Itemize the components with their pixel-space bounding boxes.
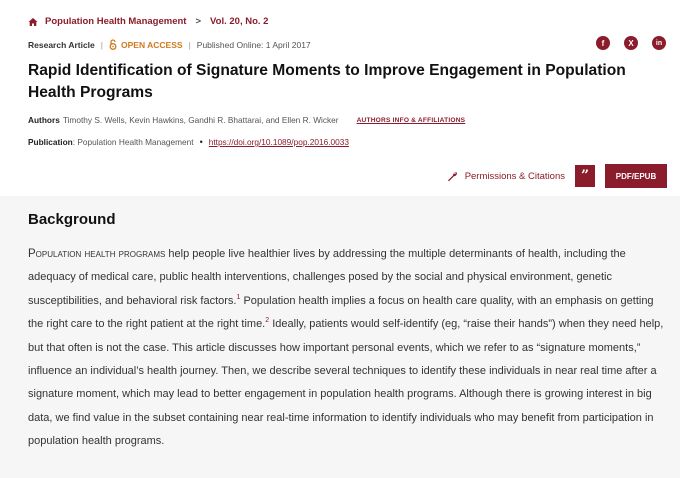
permissions-label: Permissions & Citations bbox=[464, 170, 565, 182]
reference-link[interactable]: 1 bbox=[236, 293, 241, 301]
affiliations-link[interactable]: AUTHORS INFO & AFFILIATIONS bbox=[356, 116, 466, 124]
open-lock-icon bbox=[109, 39, 117, 50]
article-meta bbox=[28, 39, 311, 50]
breadcrumb-issue-link[interactable]: Vol. 20, No. 2 bbox=[210, 16, 269, 27]
background-paragraph bbox=[28, 243, 668, 454]
breadcrumb-separator: > bbox=[195, 16, 202, 27]
reference-link[interactable]: 2 bbox=[265, 317, 270, 325]
article-body bbox=[0, 196, 680, 478]
paragraph-text: help people live healthier lives by addressing the multiple determinants of health, including the adequacy of medical care, public health interventions, challenges posed by the social and physical environment, genetic susceptibilities, and behavioral risk factors. bbox=[28, 248, 626, 307]
doi-link[interactable]: https://doi.org/10.1089/pop.2016.0033 bbox=[208, 137, 349, 147]
meta-divider: | bbox=[100, 39, 103, 50]
social-share bbox=[596, 36, 666, 50]
authors-line bbox=[28, 115, 465, 125]
open-access-badge bbox=[109, 39, 183, 50]
wrench-icon bbox=[447, 171, 458, 182]
facebook-icon[interactable]: f bbox=[596, 36, 610, 50]
article-title: Rapid Identification of Signature Moments to Improve Engagement in Population Health Programs bbox=[28, 62, 626, 101]
x-icon[interactable]: X bbox=[624, 36, 638, 50]
section-heading: Background bbox=[28, 211, 116, 228]
author-list[interactable]: Timothy S. Wells, Kevin Hawkins, Gandhi R. Bhattarai, and Ellen R. Wicker bbox=[62, 115, 339, 125]
article-actions bbox=[447, 164, 667, 188]
breadcrumb-journal-link[interactable]: Population Health Management bbox=[45, 16, 187, 27]
cite-button[interactable]: ” bbox=[575, 165, 595, 187]
home-icon[interactable] bbox=[28, 17, 38, 27]
published-date: Published Online: 1 April 2017 bbox=[196, 39, 311, 50]
breadcrumb bbox=[28, 16, 268, 27]
bullet-separator: • bbox=[199, 137, 203, 147]
article-header bbox=[0, 0, 680, 196]
permissions-link[interactable] bbox=[447, 171, 565, 182]
lead-in-text: Population health programs bbox=[28, 248, 166, 260]
linkedin-icon[interactable]: in bbox=[652, 36, 666, 50]
publication-label: Publication bbox=[28, 137, 73, 147]
article-type: Research Article bbox=[28, 39, 95, 50]
paragraph-text: Ideally, patients would self-identify (eg, “raise their hands”) when they need help, but that often is not the case. This article discusses how important personal events, which we refer to as “signature moments,” influence an individual’s health journey. Then, we describe several techniques to identify these individuals in near real time after a signature moment, which may lead to better engagement in population health programs. Although there is growing interest in big data, we find value in the subset containing near real-time information to identify individuals who may benefit from participation in population health programs. bbox=[28, 318, 664, 448]
pdf-epub-button[interactable]: PDF/EPUB bbox=[605, 164, 667, 188]
authors-label: Authors bbox=[28, 115, 60, 125]
publication-name: : Population Health Management bbox=[72, 137, 194, 147]
paragraph-text: Population health implies a focus on health care quality, with an emphasis on getting the right care to the right patient at the right time. bbox=[28, 294, 654, 331]
open-access-label: OPEN ACCESS bbox=[121, 39, 183, 50]
publication-line bbox=[28, 137, 349, 147]
meta-divider: | bbox=[188, 39, 191, 50]
